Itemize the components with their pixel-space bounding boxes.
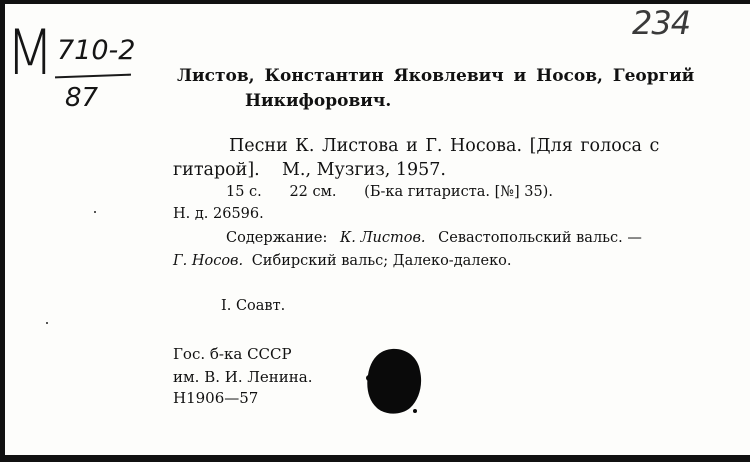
call-number-divider xyxy=(55,74,131,79)
plate-number: Н. д. 26596. xyxy=(173,206,264,222)
library-line-3: Н1906—57 xyxy=(173,389,259,407)
call-number-letter: М xyxy=(6,16,55,89)
call-number-bottom: 87 xyxy=(65,83,99,113)
inventory-number: 234 xyxy=(632,4,691,42)
ink-blot-image xyxy=(362,345,426,417)
speck xyxy=(94,211,96,213)
speck xyxy=(46,322,48,324)
call-number-top: 710-2 xyxy=(57,35,136,66)
heading-line-1: Листов, Константин Яковлевич и Носов, Георгий xyxy=(177,66,695,86)
contents-label: Содержание: xyxy=(226,230,328,246)
contents-line-1 xyxy=(226,230,642,246)
card-border-bottom xyxy=(0,455,750,462)
contents-author-1: К. Листов. xyxy=(340,230,426,246)
card-border-left xyxy=(0,0,5,462)
contents-line-2 xyxy=(173,253,511,269)
contents-work-2: Сибирский вальс; Далеко-далеко. xyxy=(251,253,512,269)
heading-line-2: Никифорович. xyxy=(245,91,392,111)
collation: 15 с. 22 см. (Б-ка гитариста. [№] 35). xyxy=(226,184,553,200)
title-line-1: Песни К. Листова и Г. Носова. [Для голоса с xyxy=(229,136,660,156)
contents-author-2: Г. Носов. xyxy=(173,253,244,269)
title-line-2: гитарой]. М., Музгиз, 1957. xyxy=(173,160,446,180)
tracing: I. Соавт. xyxy=(221,298,286,314)
library-line-1: Гос. б-ка СССР xyxy=(173,345,292,363)
contents-work-1: Севастопольский вальс. — xyxy=(438,230,642,246)
library-line-2: им. В. И. Ленина. xyxy=(173,368,313,386)
